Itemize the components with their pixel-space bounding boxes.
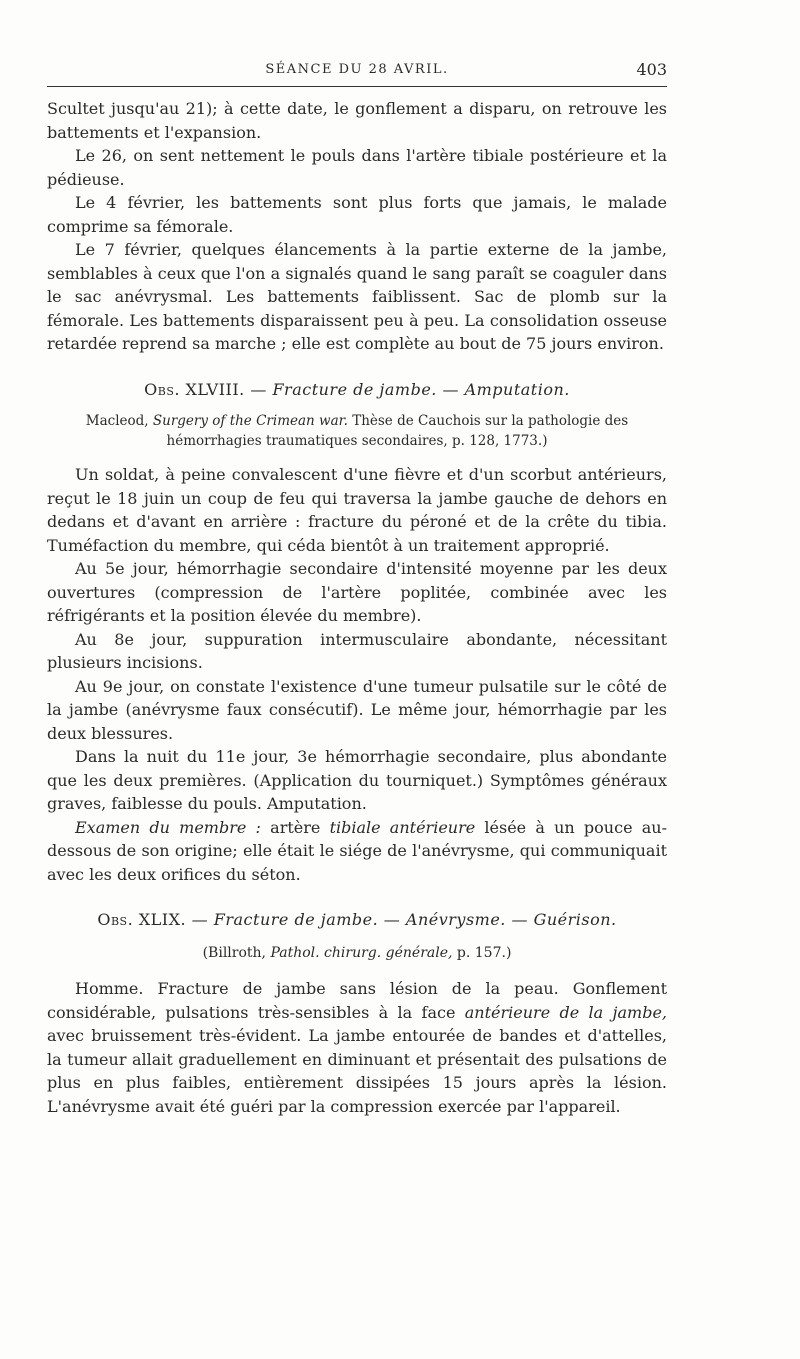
source-work: Pathol. chirurg. générale,	[270, 944, 453, 961]
paragraph-text: Homme. Fracture de jambe sans lésion de la peau. Gonflement considérable, pulsations très-sensibles à la face	[47, 979, 667, 1022]
document-page	[47, 58, 667, 1118]
paragraph: Au 9e jour, on constate l'existence d'une tumeur pulsatile sur le côté de la jambe (anévrysme faux consécutif). Le même jour, hémorrhagie par les deux blessures.	[47, 676, 667, 743]
source-rest: Thèse de Cauchois sur la pathologie des hémorrhagies traumatiques secondaires, p. 128, 1773.)	[166, 413, 629, 449]
exam-text: lésée à un pouce au-dessous de son origine; elle était le siége de l'anévrysme, qui communiquait avec les deux orifices du séton.	[47, 817, 667, 884]
obs-48-source	[47, 411, 667, 451]
paragraph: Le 4 février, les battements sont plus forts que jamais, le malade comprime sa fémorale.	[47, 193, 667, 236]
obs-48-heading	[47, 378, 667, 402]
paragraph: Au 8e jour, suppuration intermusculaire abondante, nécessitant plusieurs incisions.	[47, 629, 667, 672]
source-author: Macleod,	[85, 413, 149, 429]
exam-paragraph	[47, 816, 667, 887]
paragraph: Le 26, on sent nettement le pouls dans l'artère tibiale postérieure et la pédieuse.	[47, 146, 667, 189]
obs-separator: —	[378, 910, 406, 929]
obs-title: Fracture de jambe.	[213, 910, 379, 929]
body-text	[47, 97, 667, 1118]
source-rest: p. 157.)	[456, 944, 512, 961]
obs-title: Amputation.	[464, 379, 570, 399]
source-author: (Billroth,	[202, 944, 266, 961]
obs-49-heading	[47, 908, 667, 932]
page-number: 403	[636, 60, 667, 79]
paragraph: Le 7 février, quelques élancements à la partie externe de la jambe, semblables à ceux que l'on a signalés quand le sang paraît se coaguler dans le sac anévrysmal. Les battements faiblissent. Sac de plomb sur la fémorale. Les battements disparaissent peu à peu. La consolidation osseuse retardée reprend sa marche ; elle est complète au bout de 75 jours environ.	[47, 240, 667, 353]
paragraph	[47, 977, 667, 1118]
obs-49-source	[47, 942, 667, 966]
obs-title: Anévrysme.	[405, 910, 506, 929]
obs-separator: —	[505, 910, 534, 929]
exam-text: artère	[260, 817, 330, 837]
obs-title: Fracture de jambe.	[272, 379, 437, 399]
exam-italic: tibiale antérieure	[329, 817, 476, 837]
obs-label: Obs. XLIX. —	[97, 910, 209, 929]
paragraph: Dans la nuit du 11e jour, 3e hémorrhagie secondaire, plus abondante que les deux premières. (Application du tourniquet.) Symptômes généraux graves, faiblesse du pouls. Amputation.	[47, 747, 667, 813]
paragraph: Un soldat, à peine convalescent d'une fièvre et d'un scorbut antérieurs, reçut le 18 juin un coup de feu qui traversa la jambe gauche de dehors en dedans et d'avant en arrière : fracture du péroné et de la crête du tibia. Tuméfaction du membre, qui céda bientôt à un traitement approprié.	[47, 465, 667, 555]
paragraph-italic: antérieure de la jambe,	[464, 1002, 668, 1022]
obs-separator: —	[436, 379, 465, 399]
exam-label: Examen du membre :	[75, 817, 261, 837]
running-title: SÉANCE DU 28 AVRIL.	[265, 62, 449, 77]
obs-title: Guérison.	[533, 910, 617, 929]
running-head	[47, 58, 667, 87]
paragraph: Scultet jusqu'au 21); à cette date, le gonflement a disparu, on retrouve les battements et l'expansion.	[47, 99, 667, 142]
source-work: Surgery of the Crimean war.	[152, 413, 348, 429]
paragraph-text: avec bruissement très-évident. La jambe entourée de bandes et d'attelles, la tumeur allait graduellement en diminuant et présentait des pulsations de plus en plus faibles, entièrement dissipées 15 jours après la lésion. L'anévrysme avait été guéri par la compression exercée par l'appareil.	[47, 1026, 667, 1116]
paragraph: Au 5e jour, hémorrhagie secondaire d'intensité moyenne par les deux ouvertures (compression de l'artère poplitée, combinée avec les réfrigérants et la position élevée du membre).	[47, 559, 667, 625]
obs-label: Obs. XLVIII. —	[144, 379, 267, 399]
